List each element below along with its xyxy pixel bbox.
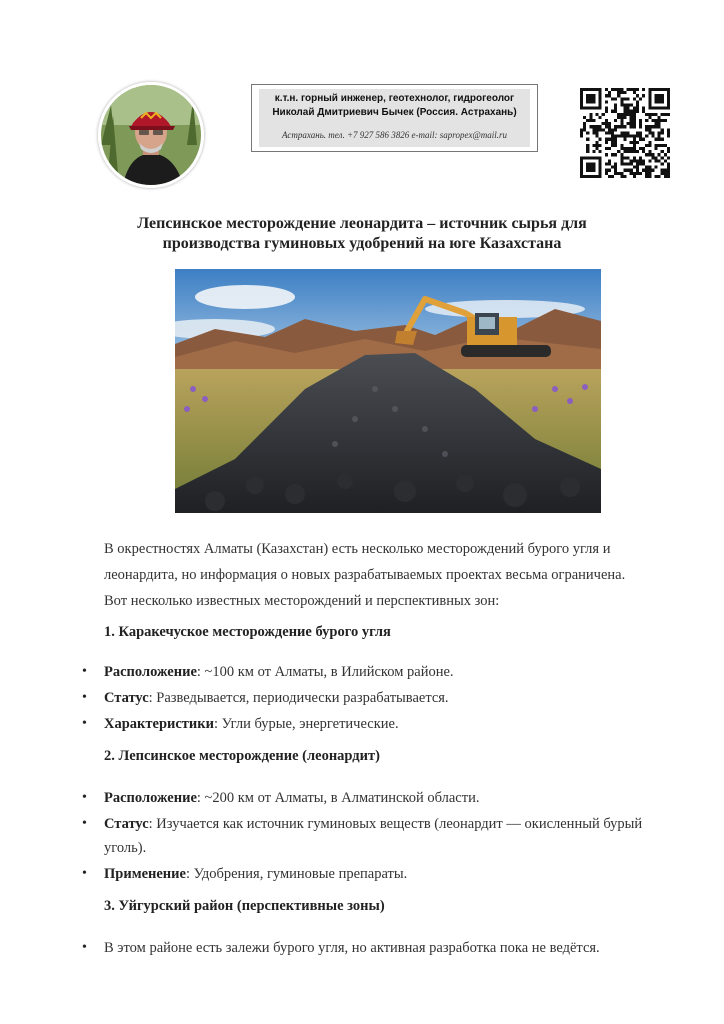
item-text: : ~200 км от Алматы, в Алматинской области.: [196, 790, 480, 806]
list-item: [104, 812, 664, 860]
list-item: [104, 786, 664, 810]
list-item: [104, 862, 664, 886]
author-card: [251, 84, 538, 152]
page-title: [100, 214, 624, 254]
item-text: : Разведывается, периодически разрабатывается.: [148, 690, 449, 706]
deposit-photo: [175, 269, 601, 513]
item-label: Статус: [104, 816, 149, 832]
title-line-2: производства гуминовых удобрений на юге Казахстана: [162, 235, 562, 252]
item-text: : ~100 км от Алматы, в Илийском районе.: [196, 664, 454, 680]
item-label: Расположение: [104, 790, 197, 806]
qr-code-wrapper: [580, 88, 670, 178]
item-label: Характеристики: [104, 716, 214, 732]
author-credentials: к.т.н. горный инженер, геотехнолог, гидрогеолог: [274, 93, 515, 104]
list-item: [104, 660, 664, 684]
author-name: Николай Дмитриевич Бычек (Россия. Астрахань): [272, 107, 517, 118]
qr-code-icon: [580, 88, 670, 178]
list-item: [104, 936, 664, 960]
author-contact: Астрахань. тел. +7 927 586 3826 e-mail: sapropex@mail.ru: [282, 130, 507, 140]
item-text: В этом районе есть залежи бурого угля, но активная разработка пока не ведётся.: [104, 940, 600, 956]
portrait-photo-icon: [101, 85, 201, 185]
section-heading-2: 2. Лепсинское месторождение (леонардит): [104, 748, 380, 764]
item-label: Статус: [104, 690, 149, 706]
list-item: [104, 686, 664, 710]
title-line-1: Лепсинское месторождение леонардита – источник сырья для: [137, 215, 587, 232]
list-item: [104, 712, 664, 736]
item-text: : Угли бурые, энергетические.: [214, 716, 399, 732]
section-heading-1: 1. Каракечуское месторождение бурого угля: [104, 624, 391, 640]
item-text: : Удобрения, гуминовые препараты.: [185, 866, 408, 882]
author-portrait: [98, 82, 204, 188]
item-label: Расположение: [104, 664, 197, 680]
item-label: Применение: [104, 866, 186, 882]
section-heading-3: 3. Уйгурский район (перспективные зоны): [104, 898, 385, 914]
intro-paragraph: В окрестностях Алматы (Казахстан) есть несколько месторождений бурого угля и леонардита, но информация о новых разрабатываемых проектах весьма ограничена. Вот несколько известных месторождений и перспективных зон:: [104, 541, 626, 609]
item-text: : Изучается как источник гуминовых веществ (леонардит — окисленный бурый уголь).: [104, 816, 643, 856]
excavator-coal-pile-photo-icon: [175, 269, 601, 513]
author-card-inner: [259, 89, 530, 147]
